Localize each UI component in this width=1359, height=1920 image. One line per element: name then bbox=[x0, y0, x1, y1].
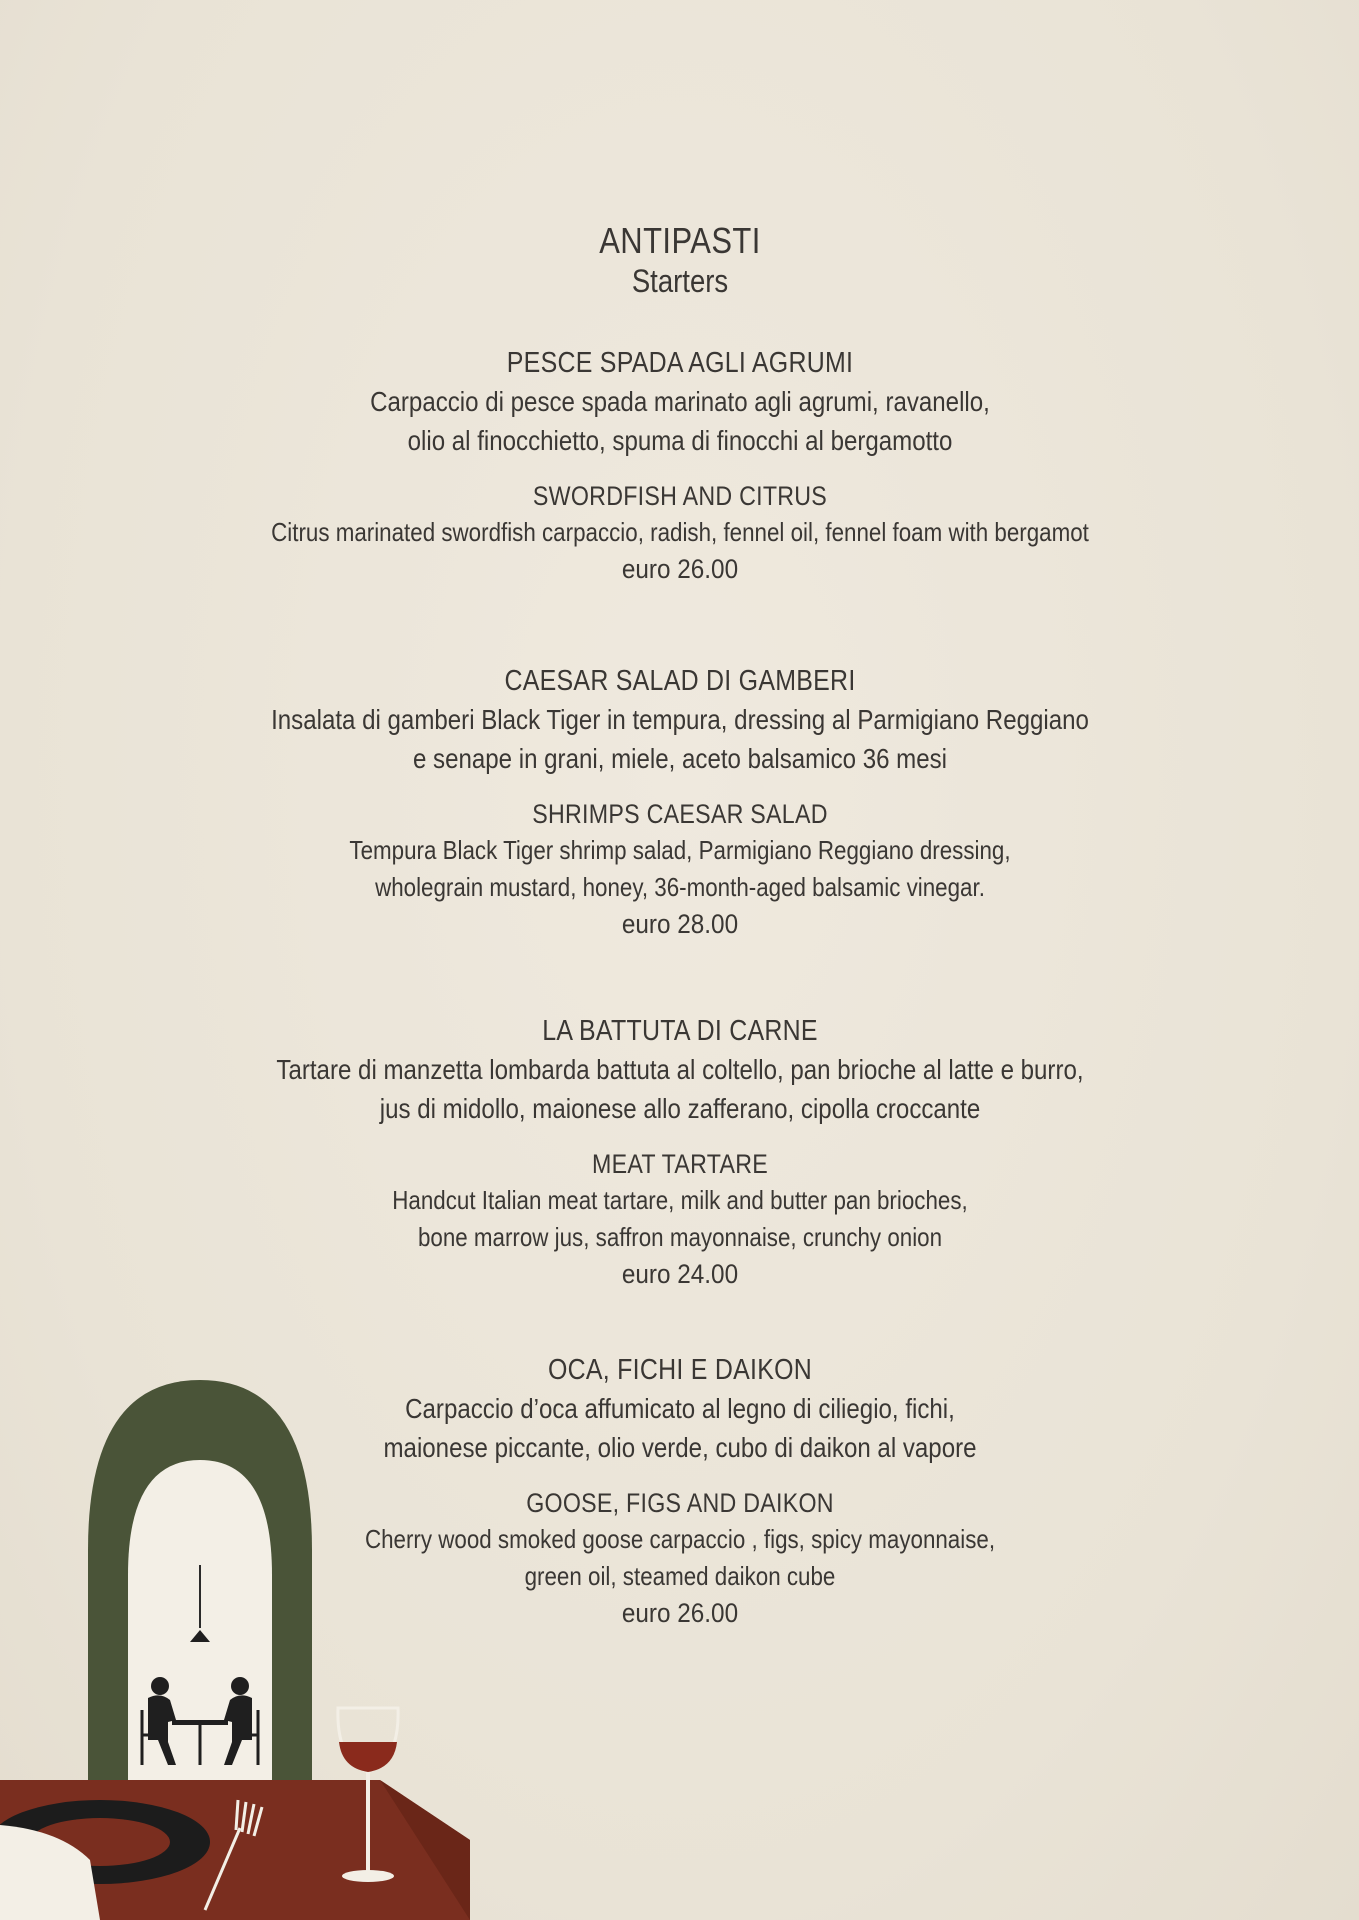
dish-name-it: OCA, FICHI E DAIKON bbox=[547, 1354, 813, 1386]
dish-desc-en-line: Tempura Black Tiger shrimp salad, Parmigiano Reggiano dressing, bbox=[349, 835, 1011, 865]
dish-desc-it-line: Carpaccio di pesce spada marinato agli agrumi, ravanello, bbox=[370, 386, 990, 417]
dish-name-it: PESCE SPADA AGLI AGRUMI bbox=[506, 347, 854, 379]
dish-desc-it-line: maionese piccante, olio verde, cubo di daikon al vapore bbox=[383, 1432, 977, 1463]
dish-name-en: SHRIMPS CAESAR SALAD bbox=[532, 799, 828, 829]
dish-desc-en-line: Cherry wood smoked goose carpaccio , figs, spicy mayonnaise, bbox=[364, 1524, 996, 1554]
dish-name-en: GOOSE, FIGS AND DAIKON bbox=[526, 1488, 834, 1518]
dish-desc-it-line: Carpaccio d’oca affumicato al legno di ciliegio, fichi, bbox=[405, 1393, 955, 1424]
dish-caesar-salad bbox=[150, 663, 1210, 943]
dish-battuta-di-carne bbox=[150, 1013, 1210, 1293]
dish-price: euro 28.00 bbox=[621, 909, 739, 939]
diner-right-head bbox=[231, 1677, 249, 1695]
dish-price: euro 24.00 bbox=[621, 1259, 739, 1289]
dish-desc-en-line: wholegrain mustard, honey, 36-month-aged balsamic vinegar. bbox=[375, 872, 985, 902]
dish-desc-it-line: Tartare di manzetta lombarda battuta al coltello, pan brioche al latte e burro, bbox=[276, 1054, 1084, 1085]
dish-price: euro 26.00 bbox=[621, 554, 739, 584]
dish-name-it: CAESAR SALAD DI GAMBERI bbox=[504, 665, 856, 697]
diner-left-head bbox=[151, 1677, 169, 1695]
restaurant-arch-illustration-icon bbox=[0, 1380, 480, 1920]
dish-desc-it-line: jus di midollo, maionese allo zafferano, cipolla croccante bbox=[379, 1093, 981, 1124]
dish-desc-en-line: green oil, steamed daikon cube bbox=[524, 1561, 836, 1591]
dish-desc-it-line: Insalata di gamberi Black Tiger in tempura, dressing al Parmigiano Reggiano bbox=[271, 704, 1089, 735]
dish-desc-en-line: Handcut Italian meat tartare, milk and butter pan brioches, bbox=[392, 1185, 968, 1215]
dish-desc-en-line: Citrus marinated swordfish carpaccio, radish, fennel oil, fennel foam with bergamot bbox=[271, 517, 1089, 547]
dish-name-en: MEAT TARTARE bbox=[591, 1149, 768, 1179]
dish-price: euro 26.00 bbox=[621, 1598, 739, 1628]
dish-pesce-spada bbox=[150, 345, 1210, 588]
dish-desc-it-line: olio al finocchietto, spuma di finocchi al bergamotto bbox=[407, 425, 953, 456]
dish-name-it: LA BATTUTA DI CARNE bbox=[542, 1015, 818, 1047]
section-title: ANTIPASTI bbox=[599, 220, 761, 261]
small-table-top bbox=[172, 1720, 228, 1725]
dish-name-en: SWORDFISH AND CITRUS bbox=[532, 481, 828, 511]
dish-desc-en-line: bone marrow jus, saffron mayonnaise, crunchy onion bbox=[417, 1222, 943, 1252]
section-subtitle: Starters bbox=[631, 263, 729, 299]
dish-desc-it-line: e senape in grani, miele, aceto balsamico 36 mesi bbox=[412, 743, 948, 774]
